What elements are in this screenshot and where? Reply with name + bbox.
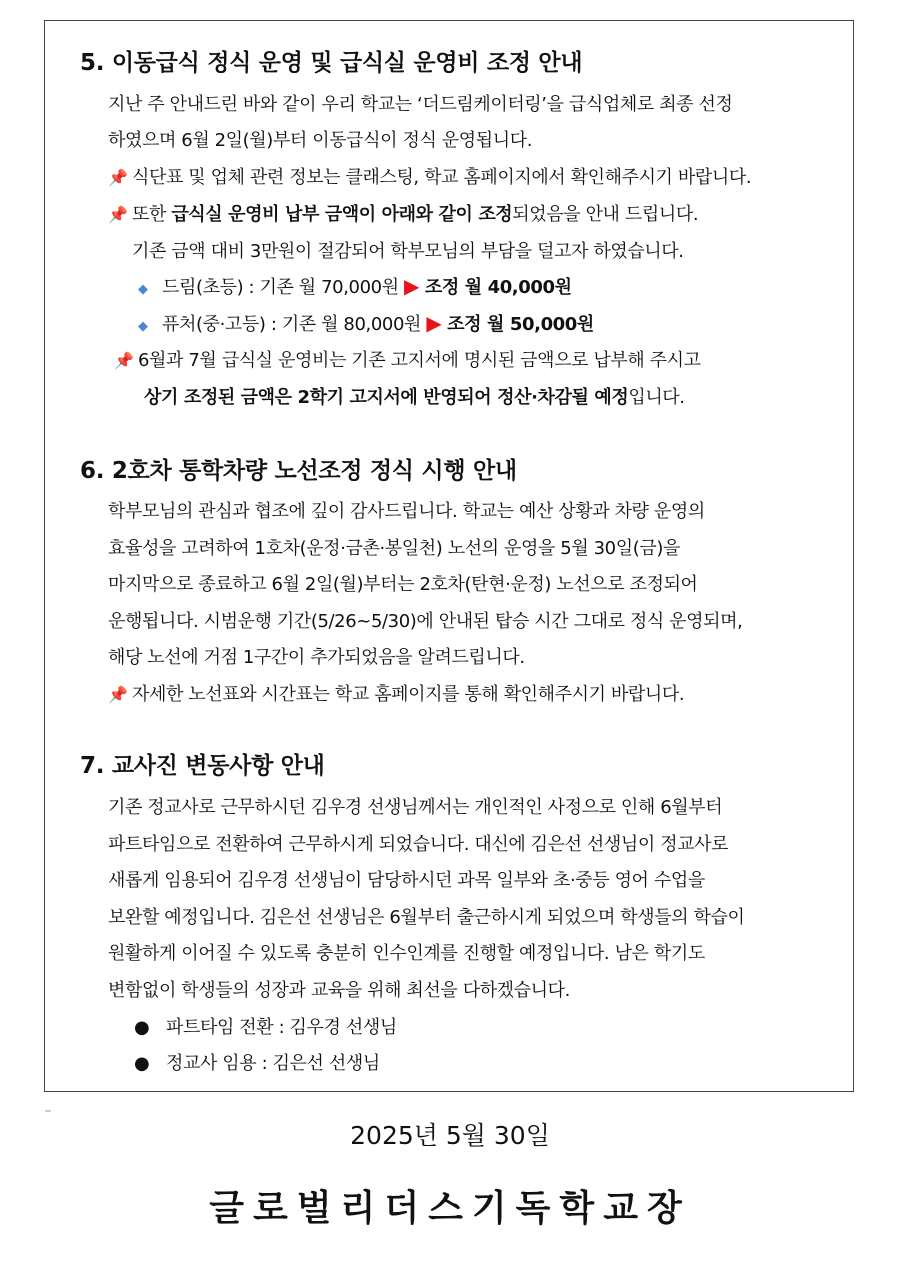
black-dot-icon: ● bbox=[134, 1053, 150, 1074]
fee-item-future: ◆ 퓨처(중·고등) : 기존 월 80,000원 ▶ 조정 월 50,000원 bbox=[138, 311, 594, 335]
fee-item-dream: ◆ 드림(초등) : 기존 월 70,000원 ▶ 조정 월 40,000원 bbox=[138, 274, 572, 298]
s6-paragraph-line: 효율성을 고려하여 1호차(운정·금촌·봉일천) 노선의 운영을 5월 30일(금)을 bbox=[108, 538, 680, 559]
diamond-bullet-icon: ◆ bbox=[138, 319, 148, 334]
s5-pin-note-3: 📌 6월과 7월 급식실 운영비는 기존 고지서에 명시된 금액으로 납부해 주시고 bbox=[114, 350, 701, 371]
pushpin-icon: 📌 bbox=[108, 685, 128, 704]
s6-paragraph-line: 학부모님의 관심과 협조에 깊이 감사드립니다. 학교는 예산 상황과 차량 운영의 bbox=[108, 501, 705, 522]
s6-pin-note: 📌 자세한 노선표와 시간표는 학교 홈페이지를 통해 확인해주시기 바랍니다. bbox=[108, 684, 685, 705]
school-signature: 글로벌리더스기독학교장 bbox=[209, 1188, 691, 1229]
red-triangle-icon: ▶ bbox=[426, 311, 442, 335]
s7-paragraph-line: 변함없이 학생들의 성장과 교육을 위해 최선을 다하겠습니다. bbox=[108, 980, 570, 1001]
s5-paragraph-line: 지난 주 안내드린 바와 같이 우리 학교는 ‘더드림케이터링’을 급식업체로 최종 선정 bbox=[108, 94, 733, 115]
s6-paragraph-line: 해당 노선에 거점 1구간이 추가되었음을 알려드립니다. bbox=[108, 647, 525, 668]
s7-paragraph-line: 기존 정교사로 근무하시던 김우경 선생님께서는 개인적인 사정으로 인해 6월부터 bbox=[108, 797, 723, 818]
s6-paragraph-line: 마지막으로 종료하고 6월 2일(월)부터는 2호차(탄현·운정) 노선으로 조정되어 bbox=[108, 574, 698, 595]
s7-paragraph-line: 원활하게 이어질 수 있도록 충분히 인수인계를 진행할 예정입니다. 남은 학기도 bbox=[108, 943, 705, 964]
s7-paragraph-line: 보완할 예정입니다. 김은선 선생님은 6월부터 출근하시게 되었으며 학생들의 학습이 bbox=[108, 907, 745, 928]
list-item: ● 정교사 임용 : 김은선 선생님 bbox=[134, 1053, 380, 1074]
list-item: ● 파트타임 전환 : 김우경 선생님 bbox=[134, 1017, 397, 1038]
s7-paragraph-line: 파트타임으로 전환하여 근무하시게 되었습니다. 대신에 김은선 선생님이 정교사로 bbox=[108, 834, 729, 855]
s5-paragraph-line: 상기 조정된 금액은 2학기 고지서에 반영되어 정산·차감될 예정입니다. bbox=[144, 387, 685, 408]
section-5-title: 5. 이동급식 정식 운영 및 급식실 운영비 조정 안내 bbox=[80, 50, 583, 76]
section-6-title: 6. 2호차 통학차량 노선조정 정식 시행 안내 bbox=[80, 458, 517, 484]
black-dot-icon: ● bbox=[134, 1017, 150, 1038]
divider-mark bbox=[45, 1110, 51, 1112]
s5-paragraph-line: 기존 금액 대비 3만원이 절감되어 학부모님의 부담을 덜고자 하였습니다. bbox=[132, 241, 684, 262]
section-7-title: 7. 교사진 변동사항 안내 bbox=[80, 753, 325, 779]
s5-pin-note-1: 📌 식단표 및 업체 관련 정보는 클래스팅, 학교 홈페이지에서 확인해주시기 바랍니다. bbox=[108, 167, 752, 188]
red-triangle-icon: ▶ bbox=[404, 274, 419, 298]
pushpin-icon: 📌 bbox=[108, 168, 128, 187]
s7-paragraph-line: 새롭게 임용되어 김우경 선생님이 담당하시던 과목 일부와 초·중등 영어 수업을 bbox=[108, 870, 705, 891]
pushpin-icon: 📌 bbox=[108, 205, 128, 224]
document-date: 2025년 5월 30일 bbox=[350, 1121, 550, 1150]
diamond-bullet-icon: ◆ bbox=[138, 282, 148, 297]
s5-pin-note-2: 📌 또한 급식실 운영비 납부 금액이 아래와 같이 조정되었음을 안내 드립니다. bbox=[108, 204, 699, 225]
s6-paragraph-line: 운행됩니다. 시범운행 기간(5/26~5/30)에 안내된 탑승 시간 그대로 정식 운영되며, bbox=[108, 611, 743, 632]
pushpin-icon: 📌 bbox=[114, 351, 134, 370]
s5-paragraph-line: 하였으며 6월 2일(월)부터 이동급식이 정식 운영됩니다. bbox=[108, 130, 533, 151]
